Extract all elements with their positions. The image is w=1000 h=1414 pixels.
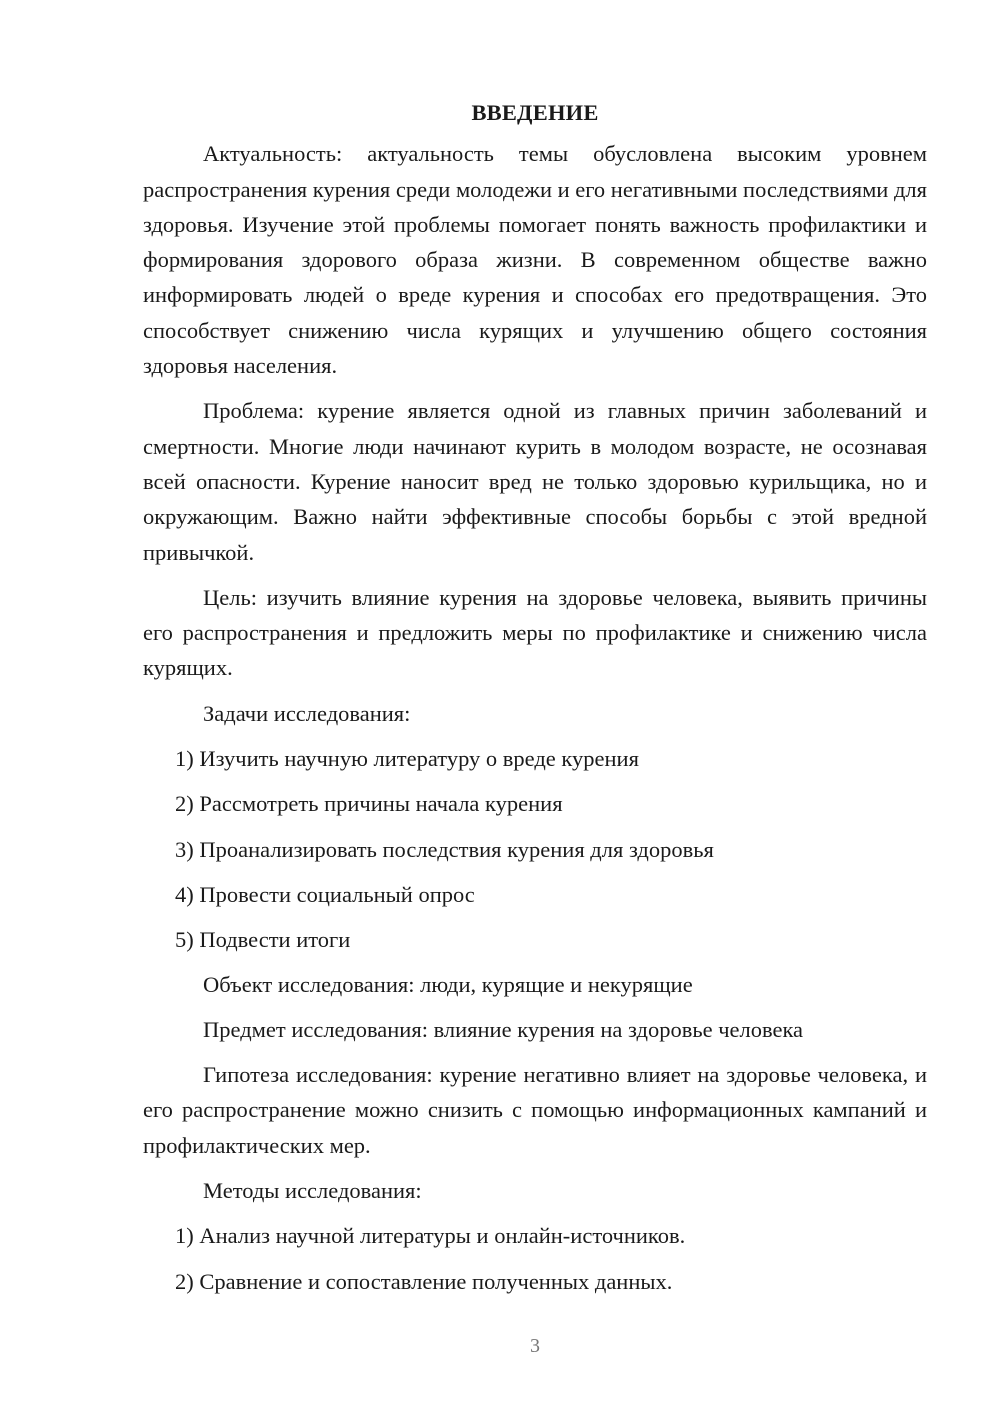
hypothesis-paragraph: Гипотеза исследования: курение негативно влияет на здоровье человека, и его распространение можно снизить с помощью информационных кампаний и профилактических мер.: [143, 1062, 927, 1158]
methods-list: [143, 1218, 927, 1299]
page-title: ВВЕДЕНИЕ: [471, 100, 599, 125]
page-content: [143, 95, 927, 1309]
list-item: 3) Проанализировать последствия курения для здоровья: [175, 836, 714, 862]
tasks-list: [143, 741, 927, 957]
page-number: 3: [530, 1335, 540, 1357]
list-item: 1) Анализ научной литературы и онлайн-источников.: [175, 1223, 686, 1249]
list-item: 5) Подвести итоги: [175, 927, 351, 953]
list-item: 2) Рассмотреть причины начала курения: [175, 791, 563, 817]
tasks-heading: Задачи исследования:: [203, 700, 411, 726]
list-item: 2) Сравнение и сопоставление полученных данных.: [175, 1268, 673, 1294]
list-item: 4) Провести социальный опрос: [175, 881, 475, 907]
subject-line: Предмет исследования: влияние курения на здоровье человека: [203, 1016, 804, 1042]
methods-heading: Методы исследования:: [203, 1178, 422, 1204]
problem-paragraph: Проблема: курение является одной из главных причин заболеваний и смертности. Многие люди начинают курить в молодом возрасте, не осознавая всей опасности. Курение наносит вред не только здоровью курильщика, но и окружающим. Важно найти эффективные способы борьбы с этой вредной привычкой.: [143, 398, 927, 565]
goal-paragraph: Цель: изучить влияние курения на здоровье человека, выявить причины его распространения и предложить меры по профилактике и снижению числа курящих.: [143, 584, 927, 681]
list-item: 1) Изучить научную литературу о вреде курения: [175, 746, 639, 772]
relevance-paragraph: Актуальность: актуальность темы обусловлена высоким уровнем распространения курения среди молодежи и его негативными последствиями для здоровья. Изучение этой проблемы помогает понять важность профилактики и формирования здорового образа жизни. В современном обществе важно информировать людей о вреде курения и способах его предотвращения. Это способствует снижению числа курящих и улучшению общего состояния здоровья населения.: [143, 141, 927, 379]
object-line: Объект исследования: люди, курящие и некурящие: [203, 971, 693, 997]
